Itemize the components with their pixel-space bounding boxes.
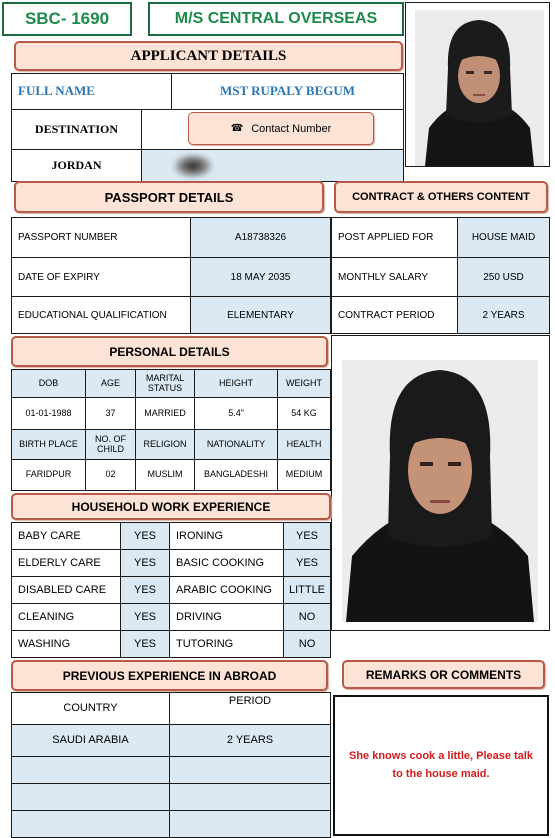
height-value: 5.4” — [194, 397, 278, 430]
portrait-image-large — [342, 360, 538, 622]
skill-elderly-care: ELDERLY CARE — [11, 549, 121, 577]
monthly-salary-label: MONTHLY SALARY — [331, 257, 458, 297]
health-value: MEDIUM — [277, 459, 331, 491]
previous-period-1: 2 YEARS — [169, 724, 331, 757]
skill-cleaning-value: YES — [120, 603, 170, 631]
contract-period-value: 2 YEARS — [457, 296, 550, 334]
education-label: EDUCATIONAL QUALIFICATION — [11, 296, 191, 334]
marital-status-value: MARRIED — [135, 397, 195, 430]
marital-status-header: MARITAL STATUS — [135, 369, 195, 398]
skill-basic-cooking: BASIC COOKING — [169, 549, 284, 577]
skill-washing-value: YES — [120, 630, 170, 658]
skill-driving: DRIVING — [169, 603, 284, 631]
religion-value: MUSLIM — [135, 459, 195, 491]
blurred-phone-number — [173, 154, 213, 178]
remarks-text: She knows cook a little, Please talk to the house maid. — [348, 750, 534, 780]
age-header: AGE — [85, 369, 136, 398]
applicant-photo-small — [405, 2, 550, 167]
age-value: 37 — [85, 397, 136, 430]
previous-experience-header: PREVIOUS EXPERIENCE IN ABROAD — [11, 660, 328, 691]
skill-tutoring-value: NO — [283, 630, 331, 658]
destination-value: JORDAN — [11, 149, 142, 182]
dob-value: 01-01-1988 — [11, 397, 86, 430]
birth-place-header: BIRTH PLACE — [11, 429, 86, 460]
reference-code-box — [2, 2, 132, 36]
portrait-image — [415, 10, 544, 166]
children-header: NO. OF CHILD — [85, 429, 136, 460]
skill-ironing-value: YES — [283, 522, 331, 550]
agency-name: M/S CENTRAL OVERSEAS — [174, 10, 378, 27]
agency-name-box — [148, 2, 404, 36]
passport-number-value: A18738326 — [190, 217, 331, 258]
country-column-header: COUNTRY — [11, 692, 170, 725]
skill-elderly-care-value: YES — [120, 549, 170, 577]
health-header: HEALTH — [277, 429, 331, 460]
skill-arabic-cooking-value: LITTLE — [283, 576, 331, 604]
post-applied-value: HOUSE MAID — [457, 217, 550, 258]
nationality-value: BANGLADESHI — [194, 459, 278, 491]
skill-basic-cooking-value: YES — [283, 549, 331, 577]
skill-driving-value: NO — [283, 603, 331, 631]
skill-washing: WASHING — [11, 630, 121, 658]
nationality-header: NATIONALITY — [194, 429, 278, 460]
skill-arabic-cooking: ARABIC COOKING — [169, 576, 284, 604]
contract-period-label: CONTRACT PERIOD — [331, 296, 458, 334]
passport-details-header: PASSPORT DETAILS — [14, 181, 324, 213]
height-header: HEIGHT — [194, 369, 278, 398]
phone-icon: ☎ — [230, 123, 244, 134]
personal-details-header: PERSONAL DETAILS — [11, 336, 328, 367]
applicant-photo-large — [331, 335, 550, 631]
previous-period-4 — [169, 810, 331, 838]
children-value: 02 — [85, 459, 136, 491]
remarks-box — [333, 695, 549, 836]
weight-header: WEIGHT — [277, 369, 331, 398]
household-experience-header: HOUSEHOLD WORK EXPERIENCE — [11, 493, 331, 520]
full-name-value: MST RUPALY BEGUM — [171, 73, 404, 110]
skill-ironing: IRONING — [169, 522, 284, 550]
religion-header: RELIGION — [135, 429, 195, 460]
passport-number-label: PASSPORT NUMBER — [11, 217, 191, 258]
skill-tutoring: TUTORING — [169, 630, 284, 658]
contract-details-header: CONTRACT & OTHERS CONTENT — [334, 181, 548, 213]
weight-value: 54 KG — [277, 397, 331, 430]
period-column-header: PERIOD — [169, 692, 331, 725]
post-applied-label: POST APPLIED FOR — [331, 217, 458, 258]
applicant-details-header: APPLICANT DETAILS — [14, 41, 403, 71]
full-name-label: FULL NAME — [11, 73, 172, 110]
previous-country-4 — [11, 810, 170, 838]
skill-disabled-care: DISABLED CARE — [11, 576, 121, 604]
previous-country-1: SAUDI ARABIA — [11, 724, 170, 757]
reference-code: SBC- 1690 — [24, 9, 110, 28]
skill-disabled-care-value: YES — [120, 576, 170, 604]
skill-baby-care-value: YES — [120, 522, 170, 550]
remarks-header: REMARKS OR COMMENTS — [342, 660, 545, 689]
previous-period-3 — [169, 783, 331, 811]
date-of-expiry-value: 18 MAY 2035 — [190, 257, 331, 297]
contact-number-value — [141, 149, 404, 182]
destination-label: DESTINATION — [11, 109, 142, 150]
monthly-salary-value: 250 USD — [457, 257, 550, 297]
contact-number-badge: ☎ Contact Number — [188, 112, 374, 145]
previous-period-2 — [169, 756, 331, 784]
previous-country-3 — [11, 783, 170, 811]
skill-cleaning: CLEANING — [11, 603, 121, 631]
previous-country-2 — [11, 756, 170, 784]
birth-place-value: FARIDPUR — [11, 459, 86, 491]
dob-header: DOB — [11, 369, 86, 398]
education-value: ELEMENTARY — [190, 296, 331, 334]
skill-baby-care: BABY CARE — [11, 522, 121, 550]
date-of-expiry-label: DATE OF EXPIRY — [11, 257, 191, 297]
